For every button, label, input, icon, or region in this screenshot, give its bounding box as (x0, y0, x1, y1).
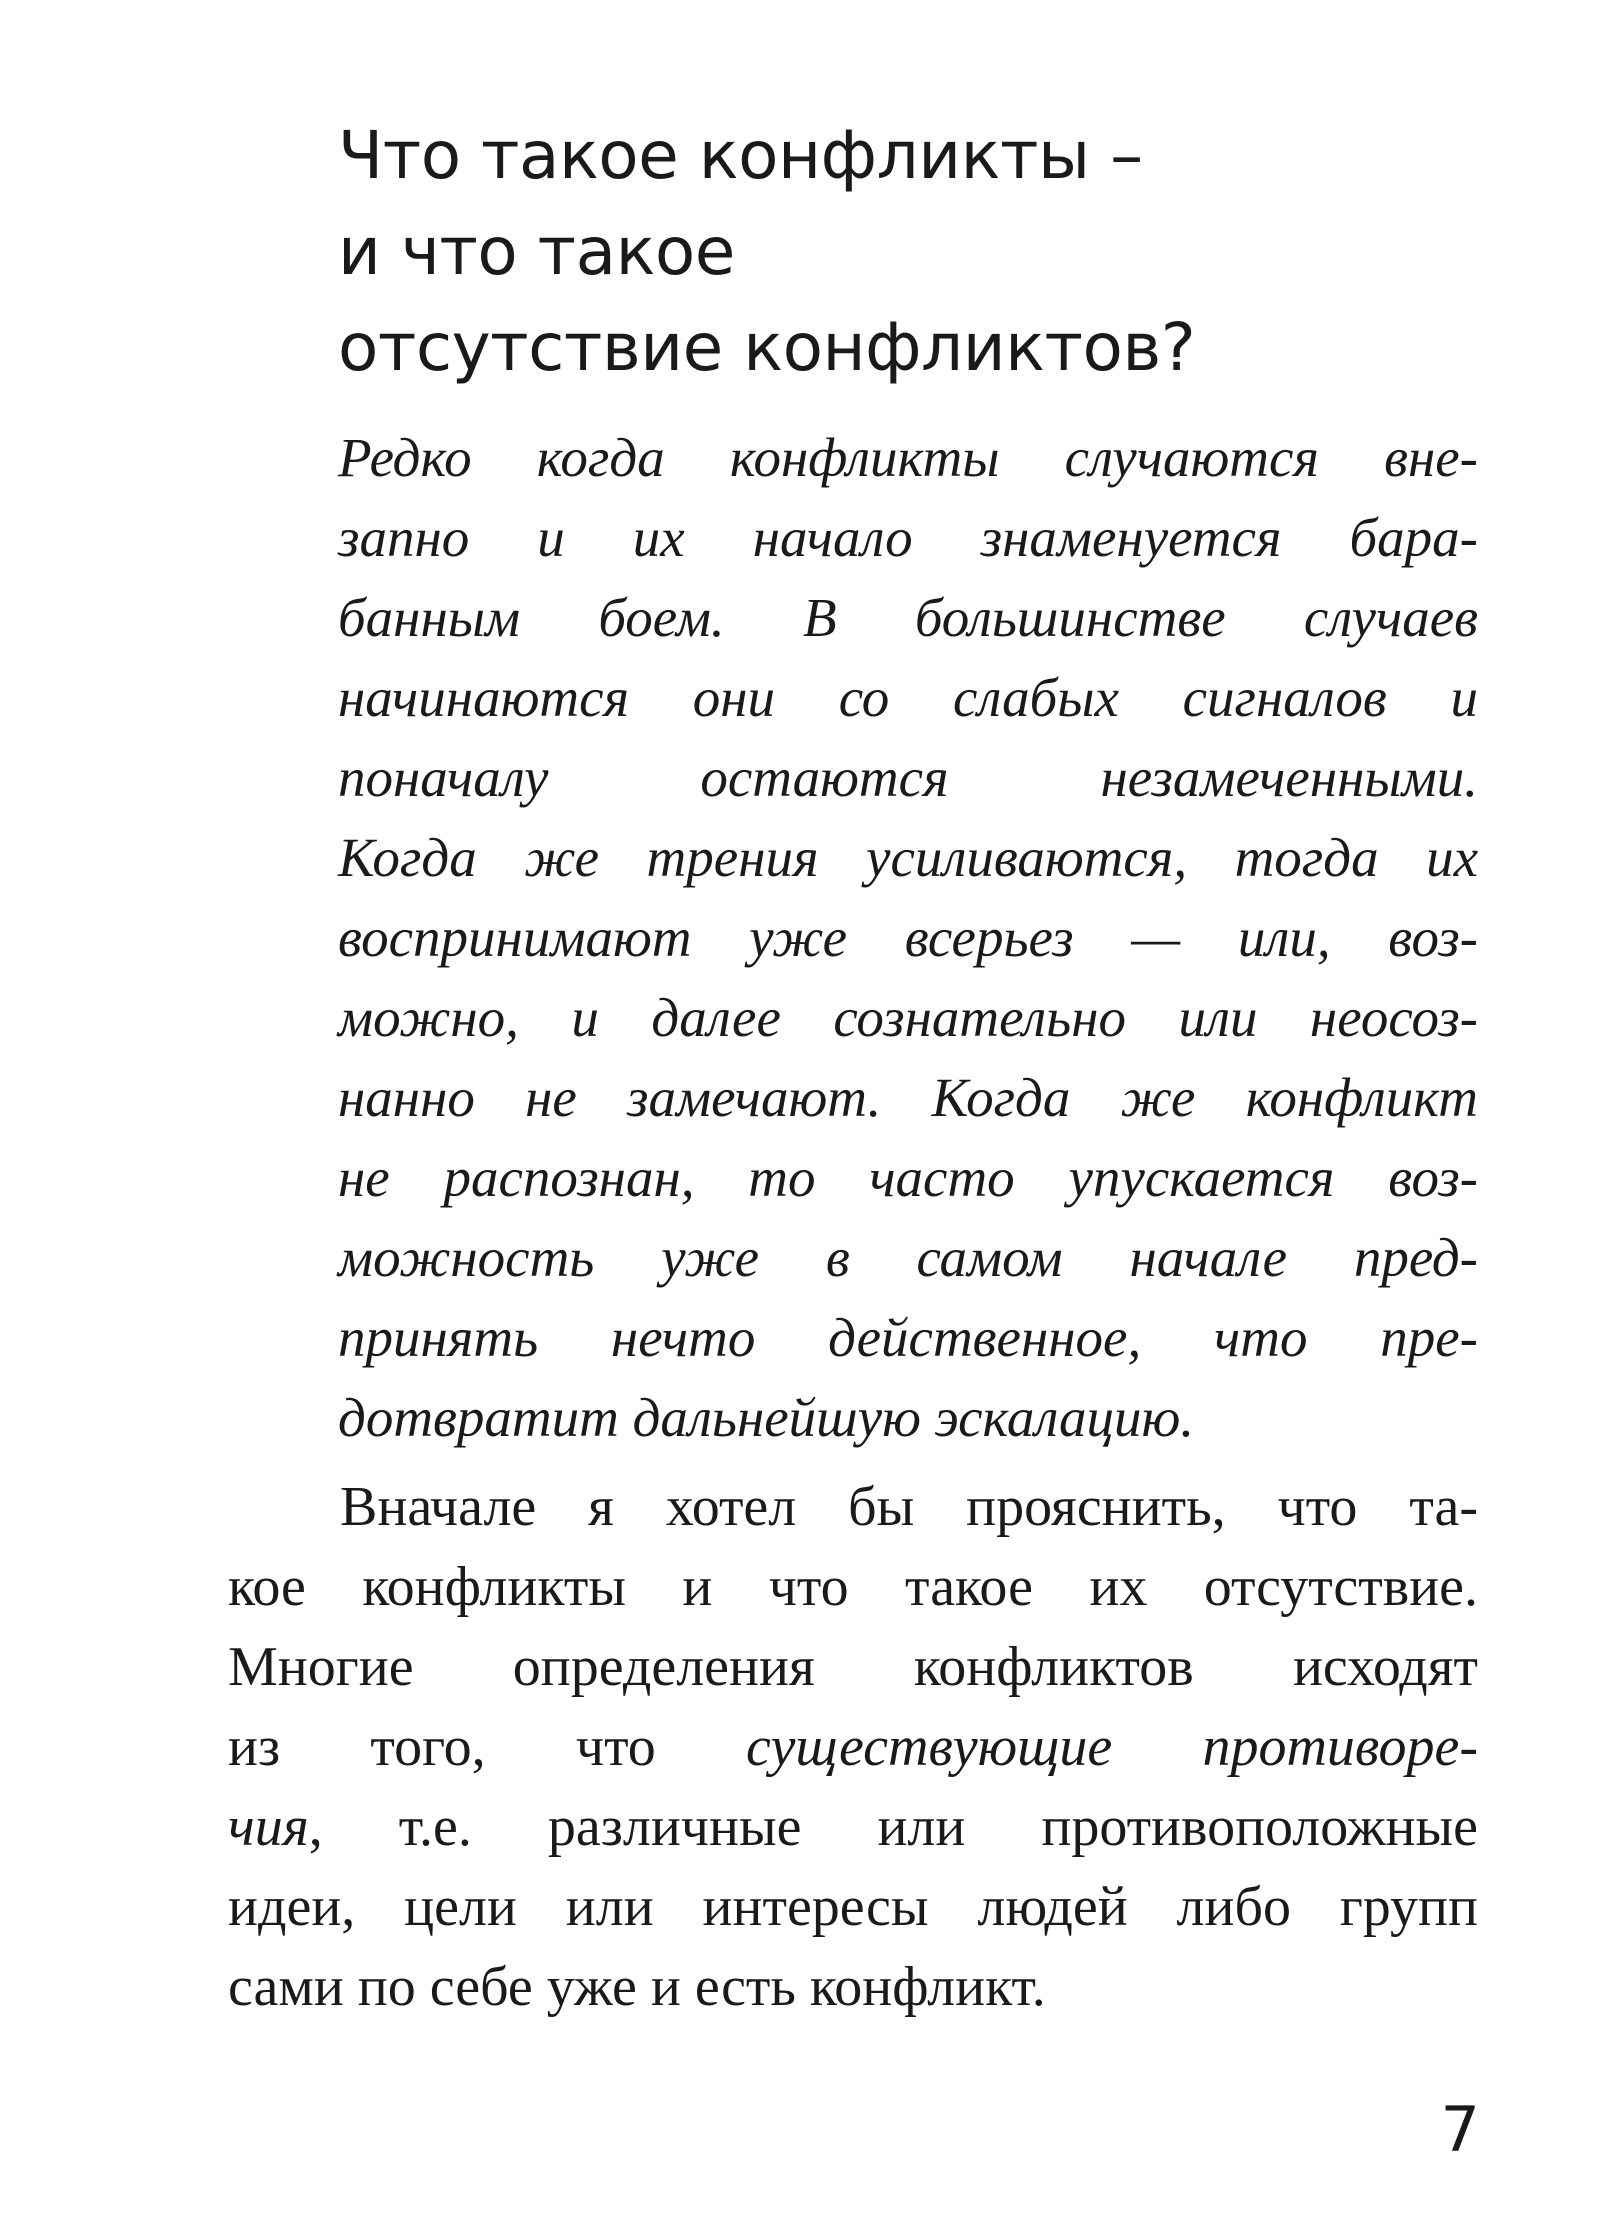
intro-line: дотвратит дальнейшую эскалацию. (338, 1387, 1195, 1448)
intro-line: принять нечто действенное, что пре- (338, 1307, 1478, 1368)
body-text-run: , т.е. различные или противоположные (308, 1796, 1478, 1858)
body-line: Многие определения конфликтов исходят (228, 1636, 1478, 1698)
intro-paragraph (338, 418, 1478, 1458)
intro-line: можность уже в самом начале пред- (338, 1227, 1478, 1288)
body-emphasis: существующие противоре- (746, 1716, 1478, 1778)
body-line (228, 1707, 1478, 1787)
chapter-heading (338, 108, 1488, 396)
intro-line: начинаются они со слабых сигналов и (338, 667, 1478, 728)
intro-line: можно, и далее сознательно или неосоз- (338, 987, 1478, 1048)
intro-line: поначалу остаются незамеченными. (338, 747, 1478, 808)
intro-line: Когда же трения усиливаются, тогда их (338, 827, 1478, 888)
body-line: Вначале я хотел бы прояснить, что та- (340, 1476, 1478, 1538)
intro-line: не распознан, то часто упускается воз- (338, 1147, 1478, 1208)
intro-line: банным боем. В большинстве случаев (338, 587, 1478, 648)
intro-line: запно и их начало знаменуется бара- (338, 507, 1478, 568)
body-line: кое конфликты и что такое их отсутствие. (228, 1556, 1478, 1618)
intro-line: воспринимают уже всерьез — или, воз- (338, 907, 1478, 968)
intro-line: нанно не замечают. Когда же конфликт (338, 1067, 1478, 1128)
heading-line: Что такое конфликты – (338, 117, 1143, 194)
intro-line: Редко когда конфликты случаются вне- (338, 427, 1478, 488)
heading-line: отсутствие конфликтов? (338, 309, 1196, 386)
body-text-run: из того, что (228, 1716, 747, 1778)
body-emphasis: чия (228, 1796, 309, 1858)
body-paragraph (228, 1467, 1478, 2027)
body-line: сами по себе уже и есть конфликт. (228, 1956, 1046, 2018)
page-number: 7 (1440, 2093, 1480, 2166)
body-line: идеи, цели или интересы людей либо групп (228, 1876, 1478, 1938)
heading-line: и что такое (338, 213, 735, 290)
body-line (228, 1787, 1478, 1867)
